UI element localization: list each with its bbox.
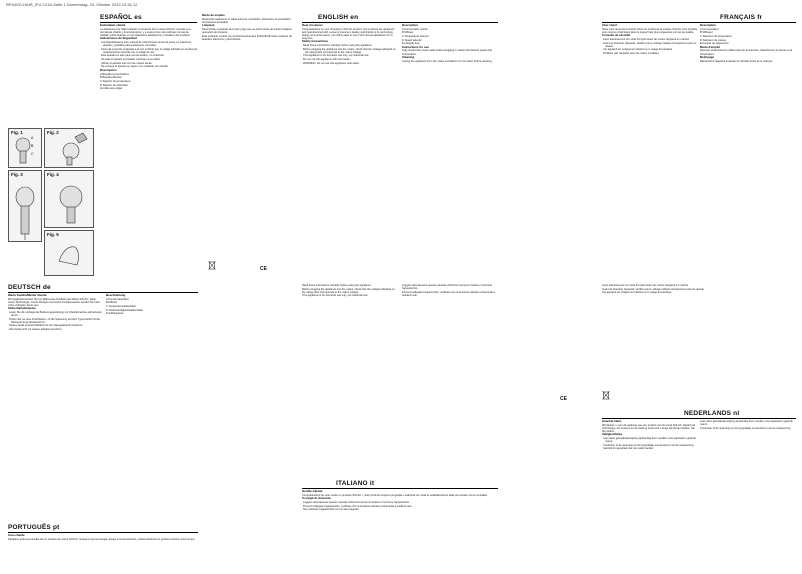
es-description-title: Descripción bbox=[100, 67, 117, 72]
nl-heading: Geachte klant, bbox=[602, 420, 622, 423]
en-desc-item: C Temperature selector bbox=[402, 34, 429, 38]
es-safety-item: Este aparato es sólo para uso doméstico, no industrial. bbox=[101, 54, 165, 58]
es-cleaning-title: Limpieza bbox=[202, 23, 215, 28]
divider bbox=[302, 488, 498, 489]
ce-mark: CE bbox=[560, 396, 567, 402]
de-safety-item: Das Gerät nicht mit nassen Händen benutzen. bbox=[9, 328, 63, 332]
es-desc-item: D Selector de velocidad bbox=[100, 83, 128, 87]
en-desc-item: D Speed selector bbox=[402, 38, 422, 42]
de-safety-item: Lesen Sie die vorliegende Bedienungsanleitung vor Inbetriebnahme aufmerksam durch. bbox=[9, 311, 102, 318]
figure-2 bbox=[44, 128, 94, 168]
nl-column-1 bbox=[602, 420, 698, 566]
it-safety-item: Prima di collegare l'apparecchio, verificare che la tensione indicata corrisponda a quella di rete. bbox=[303, 504, 413, 508]
svg-text:B: B bbox=[31, 144, 34, 148]
en-safety-item: Do not use the appliance with wet hands. bbox=[303, 58, 351, 62]
nl-safety-title: Veiligheidstips bbox=[602, 432, 623, 437]
section-title-it: ITALIANO it bbox=[336, 480, 375, 487]
it-safety-title: Consigli di sicurezza bbox=[302, 496, 331, 501]
de-description-title: Beschreibung bbox=[106, 294, 126, 297]
en-desc-item: A Concentrator nozzle bbox=[402, 27, 428, 31]
it-safety-item: Leggere attentamente questo manuale d'istruzioni prima di mettere in funzione l'apparecchio. bbox=[402, 284, 493, 291]
fr-safety-item: Cet appareil est uniquement destiné à un usage domestique. bbox=[603, 48, 673, 52]
it-column-continued bbox=[402, 284, 498, 474]
de-safety-item: Prüfen Sie vor dem Anschließen, ob die Spannung auf dem Typenschild mit der Netzspannung übereinstimmt. bbox=[9, 317, 101, 324]
en-description-title: Description bbox=[402, 24, 418, 27]
pt-column bbox=[8, 534, 198, 570]
figure-label: Fig. 4 bbox=[47, 172, 59, 177]
pt-heading: Caro cliente bbox=[8, 534, 25, 537]
en-safety-item: WARNING: Do not use this appliance near water. bbox=[303, 61, 360, 65]
figure-label: Fig. 5 bbox=[47, 232, 59, 237]
ce-mark: CE bbox=[260, 266, 267, 272]
divider bbox=[302, 22, 498, 23]
en-safety-item: Before plugging the appliance into the mains, check that the voltage indicated on the rating plate corresponds to the mains voltage. bbox=[302, 287, 395, 294]
fr-heading: Cher client bbox=[602, 24, 617, 27]
waste-bin-icon bbox=[602, 390, 610, 400]
es-safety-item: No sumerja el aparato en agua ni en cualquier otro líquido. bbox=[101, 65, 169, 69]
en-use: Fully unwind the power cable before plugging in. Select the desired speed and temperature. bbox=[402, 49, 492, 56]
nl-safety-item: Lees deze gebruiksaanwijzing aandachtig door voordat u het apparaat in gebruik neemt. bbox=[700, 420, 793, 427]
it-column bbox=[302, 490, 498, 568]
svg-text:C: C bbox=[31, 152, 34, 156]
page-header: RP44VG-HAIR_IFU LV1A-Seite 1 Donnerstag, 24. Oktober 2019 12:34 12 bbox=[6, 2, 138, 7]
section-title-nl: NEDERLANDS nl bbox=[684, 410, 740, 417]
divider bbox=[602, 22, 796, 23]
es-use-title: Modo de empleo bbox=[202, 14, 225, 17]
es-safety-item: Utilizar el aparato solo con las manos secas. bbox=[101, 61, 153, 65]
pt-intro: Parabéns pela sua escolha de um produto da marca SOLAC. Graças à sua tecnologia, design e funcionamento, poderá desfrutar do produto durante muito tempo. bbox=[8, 537, 196, 541]
figure-label: Fig. 2 bbox=[47, 130, 59, 135]
de-safety-item: Dieses Gerät ist ausschließlich für den Hausgebrauch bestimmt. bbox=[9, 324, 83, 328]
section-title-fr: FRANÇAIS fr bbox=[720, 14, 763, 21]
section-title-de: DEUTSCH de bbox=[8, 284, 51, 291]
de-safety-title: Sicherheitshinweise bbox=[8, 306, 36, 311]
divider bbox=[8, 532, 198, 533]
fr-intro: Nous vous remercions d'avoir choisi un produit de la marque SOLAC. Nos produits sont conçus et fabriqués dans le respect des plus exigeantes normes de qualité. bbox=[602, 27, 698, 34]
en-column-continued bbox=[302, 284, 398, 474]
fr-safety-title: Conseils de sécurité bbox=[602, 33, 631, 38]
de-heading: Werte Kundin/Werter Kunde bbox=[8, 294, 47, 297]
es-use: Desenrolle totalmente el cable antes de enchufarlo. Seleccione la velocidad y temperatura deseadas. bbox=[202, 17, 291, 24]
en-safety-item: This appliance is for domestic use only, not industrial use. bbox=[302, 294, 369, 298]
de-column-2 bbox=[106, 294, 200, 518]
it-safety-item: Non utilizzare l'apparecchio con le mani bagnate. bbox=[303, 508, 360, 512]
en-desc-item: B Diffuser bbox=[402, 31, 414, 35]
es-column-1 bbox=[100, 24, 198, 224]
en-safety-item: Read these instructions carefully before using the appliance. bbox=[303, 44, 373, 48]
section-title-pt: PORTUGUÊS pt bbox=[8, 524, 60, 531]
fr-desc-item: A Concentrateur bbox=[700, 27, 719, 31]
es-safety-title: Indicaciones de Seguridad bbox=[100, 36, 137, 41]
section-title-es: ESPAÑOL es bbox=[100, 14, 142, 21]
es-intro: Le felicitamos por haber elegido un producto de la marca SOLAC. Gracias a su tecnología, diseño y funcionamiento, y a superar las más estrictas normas de calidad, podrá obtener un uso totalmente satisfactorio y duradero del producto. bbox=[100, 27, 191, 37]
it-intro: Congratulazioni per aver scelto un prodotto SOLAC. I nostri prodotti vengono progettati e realizzati con vista al soddisfacimento delle più elevate norme di qualità. bbox=[302, 493, 488, 497]
hand-icon bbox=[45, 231, 93, 275]
en-safety-title: Safety Instructions bbox=[302, 39, 329, 44]
es-desc-item: B Boquilla difusora bbox=[100, 76, 122, 80]
figure-1 bbox=[8, 128, 42, 168]
fr-use: Déroulez entièrement le câble avant de le brancher. Sélectionnez la vitesse et la température. bbox=[700, 49, 793, 56]
de-desc-item: E Aufhängeöse bbox=[106, 312, 124, 316]
en-use-title: Instructions for use bbox=[402, 44, 429, 49]
it-heading: Gentile Cliente, bbox=[302, 490, 324, 493]
de-desc-item: C Temperaturwahlschalter bbox=[106, 304, 137, 308]
figure-3 bbox=[8, 170, 42, 242]
figure-label: Fig. 1 bbox=[11, 130, 23, 135]
en-cleaning: Unplug the appliance from the mains and allow it to cool down before cleaning. bbox=[402, 59, 493, 63]
de-desc-item: D Geschwindigkeitswahlschalter bbox=[106, 308, 144, 312]
de-desc-item: A Konzentratordüse bbox=[106, 297, 129, 301]
es-heading: Estimada/o cliente bbox=[100, 24, 126, 27]
fr-column-continued bbox=[602, 284, 796, 404]
nl-safety-item: Controleer of de spanning op het typeplaatje overeenkomt met de netspanning. bbox=[700, 426, 791, 430]
nl-column-2 bbox=[700, 420, 796, 566]
fr-use-title: Mode d'emploi bbox=[700, 44, 721, 49]
nl-safety-item: Controleer of de spanning op het typeplaatje overeenkomt met de netspanning. bbox=[603, 443, 694, 447]
svg-text:A: A bbox=[31, 136, 34, 140]
nl-intro: Wij danken u voor de aankoop van een product van het merk SOLAC. Dankzij de technologie, het ontwerp en de werking ervan zult u lange tijd plezier hebben van dit product. bbox=[602, 423, 696, 433]
nl-safety-item: Gebruik het apparaat niet met natte handen. bbox=[603, 447, 654, 451]
fr-cleaning-title: Nettoyage bbox=[700, 55, 714, 60]
en-safety-item: This appliance is for domestic use only, not industrial use. bbox=[303, 54, 370, 58]
nl-safety-item: Lees deze gebruiksaanwijzing aandachtig door voordat u het apparaat in gebruik neemt. bbox=[603, 437, 696, 444]
es-column-2 bbox=[202, 14, 300, 284]
fr-safety-item: Lisez attentivement ce mode d'emploi avant de mettre l'appareil en marche. bbox=[602, 284, 689, 287]
figure-4 bbox=[44, 170, 94, 228]
figure-label: Fig. 3 bbox=[11, 172, 23, 177]
de-column-1 bbox=[8, 294, 102, 518]
divider bbox=[8, 292, 198, 293]
es-desc-item: E Anilla para colgar bbox=[100, 87, 123, 91]
en-safety-item: Before plugging the appliance into the mains, check that the voltage indicated on the rating plate corresponds to the mains voltage. bbox=[303, 47, 396, 54]
fr-desc-item: B Diffuseur bbox=[700, 31, 713, 35]
de-intro: Wir beglückwünschen Sie zur Wahl eines Produkts der Marke SOLAC. Dank seiner Technologie, seines Designs und seiner Funktionsweise werden Sie viele Jahre zufrieden damit sein. bbox=[8, 297, 100, 307]
es-disposal: Este producto cumple con la Directiva Europea 2012/19/UE sobre residuos de aparatos eléctricos y electrónicos. bbox=[202, 34, 292, 41]
es-safety-item: Lea detenidamente este manual de instrucciones antes de poner en marcha el aparato y guárdelo para posteriores consultas. bbox=[101, 41, 192, 48]
fr-safety-item: Lisez attentivement ce mode d'emploi avant de mettre l'appareil en marche. bbox=[603, 37, 690, 41]
es-desc-item: A Boquilla concentradora bbox=[100, 72, 129, 76]
hair-dryer-icon bbox=[9, 171, 41, 241]
it-safety-item: Leggere attentamente questo manuale d'istruzioni prima di mettere in funzione l'apparecchio. bbox=[303, 500, 410, 504]
fr-desc-item: E Anneau de suspension bbox=[700, 42, 729, 46]
fr-column-1 bbox=[602, 24, 698, 274]
en-safety-item: Read these instructions carefully before using the appliance. bbox=[302, 284, 372, 287]
en-heading: Dear Customer bbox=[302, 24, 323, 27]
en-desc-item: E Hanging loop bbox=[402, 42, 420, 46]
es-safety-item: No deje el aparato enchufado mientras no se utilice. bbox=[101, 58, 161, 62]
en-column-2 bbox=[402, 24, 498, 274]
es-desc-item: C Selector de temperatura bbox=[100, 79, 131, 83]
fr-description-title: Description bbox=[700, 24, 716, 27]
fr-desc-item: D Sélecteur de vitesse bbox=[700, 38, 726, 42]
divider bbox=[100, 22, 197, 23]
es-safety-item: Antes de conectar el aparato a la red, verificar que el voltaje indicado en la placa de características coincide con el voltaje de red. bbox=[101, 47, 198, 54]
fr-safety-item: Avant de brancher l'appareil, vérifiez que le voltage indiqué correspond à celui du réseau. bbox=[603, 41, 697, 48]
section-title-en: ENGLISH en bbox=[318, 14, 359, 21]
en-cleaning-title: Cleaning bbox=[402, 55, 415, 60]
divider bbox=[602, 418, 796, 419]
figure-5 bbox=[44, 230, 94, 276]
fr-safety-item: Cet appareil est uniquement destiné à un usage domestique. bbox=[602, 291, 672, 295]
hair-dryer-icon bbox=[45, 129, 93, 167]
de-desc-item: B Diffusor bbox=[106, 301, 118, 305]
hair-dryer-icon bbox=[9, 129, 41, 167]
fr-safety-item: N'utilisez pas l'appareil avec les mains mouillées. bbox=[603, 51, 660, 55]
en-intro: Congratulations on your choosing a SOLAC product. Our products are designed and manufactured with a view to maximum quality, and thanks to its technology, design and performance, you will be able to use it with utmost satisfaction for a long time. bbox=[302, 27, 394, 40]
fr-safety-item: Avant de brancher l'appareil, vérifiez que le voltage indiqué correspond à celui du réseau. bbox=[602, 287, 705, 291]
waste-bin-icon bbox=[208, 260, 216, 270]
en-column-1 bbox=[302, 24, 398, 274]
it-safety-item: Prima di collegare l'apparecchio, verificare che la tensione indicata corrisponda a quella di rete. bbox=[402, 290, 495, 297]
hair-dryer-icon bbox=[45, 171, 93, 227]
es-cleaning: Desenchufe el aparato de la red y deje que se enfríe antes de iniciar cualquier operación de limpieza. bbox=[202, 27, 292, 35]
fr-desc-item: C Sélecteur de température bbox=[700, 34, 732, 38]
fr-column-2 bbox=[700, 24, 796, 274]
fr-cleaning: Débranchez l'appareil et laissez-le refroidir avant de le nettoyer. bbox=[700, 59, 774, 63]
